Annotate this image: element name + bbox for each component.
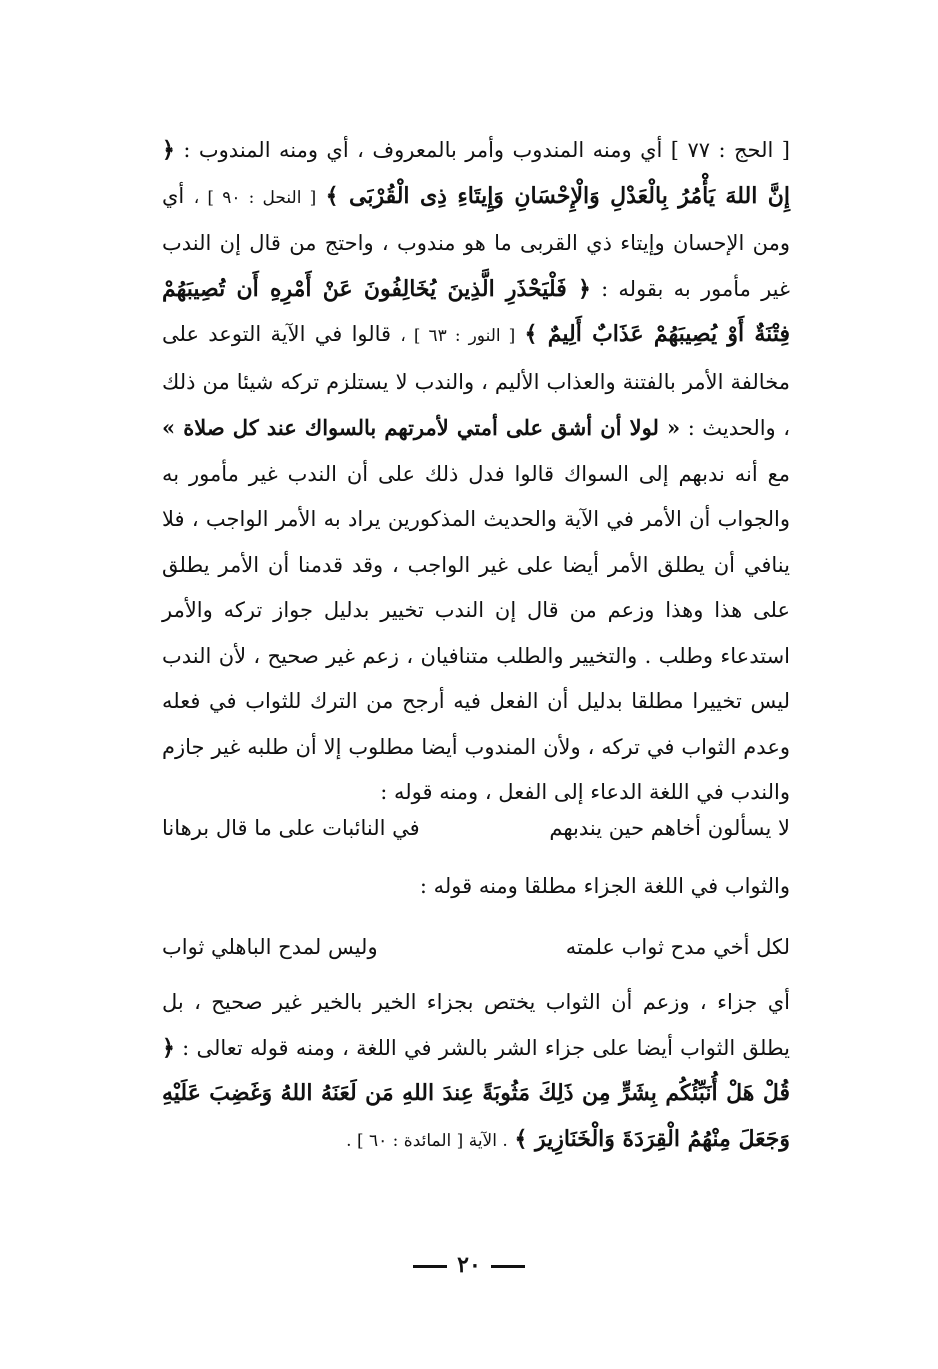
poem-1-first-hemistich: لا يسألون أخاهم حين يندبهم <box>549 816 790 840</box>
main-paragraph <box>162 128 790 816</box>
poem-1-second-hemistich: في النائبات على ما قال برهانا <box>162 816 420 840</box>
body-text-4: مع أنه ندبهم إلى السواك قالوا فدل ذلك على أن الندب غير مأمور به والجواب أن الأمر في الآية والحديث المذكورين يراد به الأمر الواجب ، فلا ينافي أن يطلق الأمر أيضا على غير الواجب ، وقد قدمنا أن الأمر يطلق على هذا وهذا وزعم من قال إن الندب تخيير بدليل جواز تركه والأمر استدعاء وطلب . والتخيير والطلب متنافيان ، زعم غير صحيح ، لأن الندب ليس تخييرا مطلقا بدليل أن الفعل فيه أرجح من الترك للثواب في فعله وعدم الثواب في تركه ، ولأن المندوب أيضا مطلوب إلا أن طلبه غير جازم والندب في اللغة الدعاء إلى الفعل ، ومنه قوله : <box>162 461 790 804</box>
reference-nur: [ النور : ٦٣ ] ، <box>400 326 516 346</box>
quran-verse-nur: ﴿ فَلْيَحْذَرِ الَّذِينَ يُخَالِفُونَ عَنْ أَمْرِهِ أَن تُصِيبَهُمْ فِتْنَةٌ أَوْ يُصِيبَهُمْ عَذَابٌ أَلِيمٌ ﴾ <box>162 275 790 347</box>
reference-nahl: [ النحل : ٩٠ ] ، <box>193 187 317 208</box>
body-text-3: قالوا في الآية التوعد على مخالفة الأمر بالفتنة والعذاب الأليم ، والندب لا يستلزم تركه شيئا من ذلك ، والحديث : <box>162 322 791 440</box>
intro-text: [ الحج : ٧٧ ] أي ومنه المندوب وأمر بالمعروف ، أي ومنه المندوب : <box>183 138 790 162</box>
poem-2-first-hemistich: لكل أخي مدح ثواب علمته <box>565 935 790 959</box>
reference-maida: . الآية [ المائدة : ٦٠ ] . <box>346 1130 508 1151</box>
hadith-quote: « لولا أن أشق على أمتي لأمرتهم بالسواك عند كل صلاة » <box>162 415 681 440</box>
body-text-2: أي ومن الإحسان وإيتاء ذي القربى ما هو مندوب ، واحتج من قال إن الندب غير مأمور به بقوله : <box>162 183 790 301</box>
poem-line-2 <box>162 925 790 969</box>
paragraph-1 <box>162 128 790 816</box>
quran-verse-nahl: ﴿ إِنَّ اللهَ يَأْمُرُ بِالْعَدْلِ وَالْإِحْسَانِ وَإِيتَاءِ ذِى الْقُرْبَى ﴾ <box>162 137 791 209</box>
body-text-6: أي جزاء ، وزعم أن الثواب يختص بجزاء الخير بالخير غير صحيح ، بل يطلق الثواب أيضا على جزاء الشر بالشر في اللغة ، ومنه قوله تعالى : <box>162 990 790 1060</box>
page-number-dash-right <box>491 1265 525 1268</box>
paragraph-2 <box>162 864 790 910</box>
body-text-5: والثواب في اللغة الجزاء مطلقا ومنه قوله : <box>419 874 790 898</box>
page-number-value: ٢٠ <box>457 1252 481 1278</box>
page-number-dash-left <box>413 1265 447 1268</box>
paragraph-3 <box>162 980 790 1164</box>
poem-line-1 <box>162 806 790 850</box>
poem-2-second-hemistich: وليس لمدح الباهلي ثواب <box>162 935 378 959</box>
quran-verse-maida: ﴿ قُلْ هَلْ أُنَبِّئُكُم بِشَرٍّ مِن ذَلِكَ مَثُوبَةً عِندَ اللهِ مَن لَعَنَهُ اللهُ وَغَضِبَ عَلَيْهِ وَجَعَلَ مِنْهُمُ الْقِرَدَةَ وَالْخَنَازِيرَ ﴾ <box>162 1034 790 1152</box>
page-number <box>0 1252 938 1278</box>
